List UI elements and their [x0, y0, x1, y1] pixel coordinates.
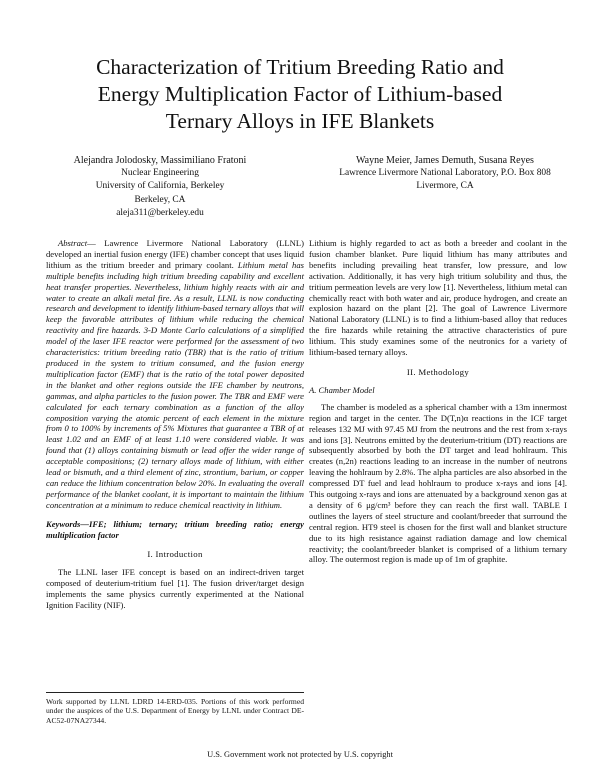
copyright-notice: U.S. Government work not protected by U.S. copyright	[207, 750, 393, 759]
subsection-heading-chamber: A. Chamber Model	[309, 384, 375, 395]
affiliation-city: Livermore, CA	[416, 181, 474, 192]
title-line-3: Ternary Alloys in IFE Blankets	[165, 109, 435, 133]
abstract-plain: — Lawrence Livermore National Laboratory (LLNL) developed an inertial fusion energy (IFE) chamber concept that uses liquid lithium as the tritium breeder and primary coolant.	[46, 238, 304, 270]
title-line-1: Characterization of Tritium Breeding Ratio and	[96, 55, 504, 79]
affiliation-univ: University of California, Berkeley	[95, 181, 225, 192]
footnote: Work supported by LLNL LDRD 14-ERD-035. Portions of this work performed under the auspices of the U.S. Department of Energy by LLNL under Contract DE-AC52-07NA27344.	[46, 692, 304, 725]
author-email[interactable]: aleja311@berkeley.edu	[116, 207, 204, 218]
abstract-italic: Lithium metal has multiple benefits including high tritium breeding capability and excellent heat transfer properties. Nevertheless, lithium highly reacts with air and water to create an alkali metal fire. As a result, LLNL is now conducting research and development to identify lithium-based ternary alloys that will keep the favorable attributes of lithium while reducing the chemical reactivity and fire hazards. 3-D Monte Carlo calculations of a simplified model of the laser IFE reactor were performed for the assessment of two characteristics: tritium breeding ratio (TBR) that is the ratio of tritium produced in the system to tritium consumed, and the fusion energy multiplication factor (EMF) that is the ratio of the total power deposited in the blanket and other regions outside the IFE chamber by neutrons, gammas, and alpha particles to the fusion power. The TBR and EMF were calculated for each ternary combination as a function of the alloy composition varying the atomic percent of each element in the mixture from 0 to 100% by increments of 5% Mixtures that guarantee a TBR of at least 1.02 and an EMF of at least 1.10 were considered viable. It was found that (1) alloys containing bismuth or lead offer the wider range of acceptable compositions; (2) ternary alloys made of lithium, with either lead or bismuth, and a third element of zinc, strontium, barium, or copper can reduce the lithium concentration below 20%. In evaluating the overall performance of the blanket coolant, it is important to maintain the lithium concentration at a minimum to reduce chemical reactivity in lithium.	[46, 259, 304, 510]
author-names: Wayne Meier, James Demuth, Susana Reyes	[356, 155, 534, 166]
affiliation-lab: Lawrence Livermore National Laboratory, P.O. Box 808	[339, 168, 551, 179]
intro-continued-paragraph: Lithium is highly regarded to act as both a breeder and coolant in the fusion chamber blanket. Pure liquid lithium has many attributes and benefits including prevailing heat transfer, low pressure, and low activation. Additionally, it has very high tritium solubility and thus, the tritium permeation levels are very low [1]. Nevertheless, lithium metal can chemically react with both water and air, produce hydrogen, and create an explosion hazard on the plant [2]. The goal of Lawrence Livermore National Laboratory (LLNL) is to find a lithium-based alloy that reduces the fire hazards while retaining the attractive characteristics of pure lithium. This study examines some of the neutronics for a variety of lithium-based ternary alloys.	[309, 238, 567, 358]
abstract	[46, 238, 304, 511]
abstract-label: Abstract	[58, 238, 88, 248]
chamber-model-paragraph: The chamber is modeled as a spherical chamber with a 13m innermost region and target in the center. The D(T,n)α reactions in the ICF target releases 132 MJ with 97.45 MJ from the neutrons and the rest from x-rays and ions [3]. Neutrons emitted by the deuterium-tritium (DT) reactions are subsequently absorbed by both the DT target and lead hohlraum. This creates (n,2n) reactions leading to an increase in the number of neutrons leaving the hohlraum by 2.8%. The alpha particles are also absorbed in the compressed DT fuel and lead hohlraum to produce x-rays and ions [4]. This outgoing x-rays and ions are attenuated by a background xenon gas at a density of 6 μg/cm³ before they can reach the first wall. TABLE I outlines the layers of steel structure and coolant/breeder that surround the central region. HT9 steel is chosen for the first wall and blanket structure due to its high resistance against radiation damage and low chemical reactivity; the coolant/breeder blanket is comprised of a lithium ternary alloy. The outermost region is made up of 1m of graphite.	[309, 401, 567, 565]
paper-title	[40, 54, 560, 135]
affiliation-city: Berkeley, CA	[134, 194, 186, 205]
section-heading-methodology: II. Methodology	[406, 366, 470, 377]
author-block-right	[300, 154, 590, 194]
keywords: Keywords—IFE; lithium; ternary; tritium breeding ratio; energy multiplication factor	[46, 518, 304, 540]
left-column	[46, 238, 304, 611]
author-block-left	[30, 154, 290, 220]
title-line-2: Energy Multiplication Factor of Lithium-based	[97, 82, 503, 106]
introduction-paragraph: The LLNL laser IFE concept is based on an indirect-driven target composed of deuterium-tritium fuel [1]. The fusion driver/target design implements the same physics currently experimented at the National Ignition Facility (NIF).	[46, 567, 304, 611]
section-heading-introduction: I. Introduction	[147, 549, 203, 560]
affiliation-dept: Nuclear Engineering	[121, 168, 199, 179]
author-names: Alejandra Jolodosky, Massimiliano Fratoni	[73, 155, 247, 166]
right-column	[309, 238, 567, 565]
